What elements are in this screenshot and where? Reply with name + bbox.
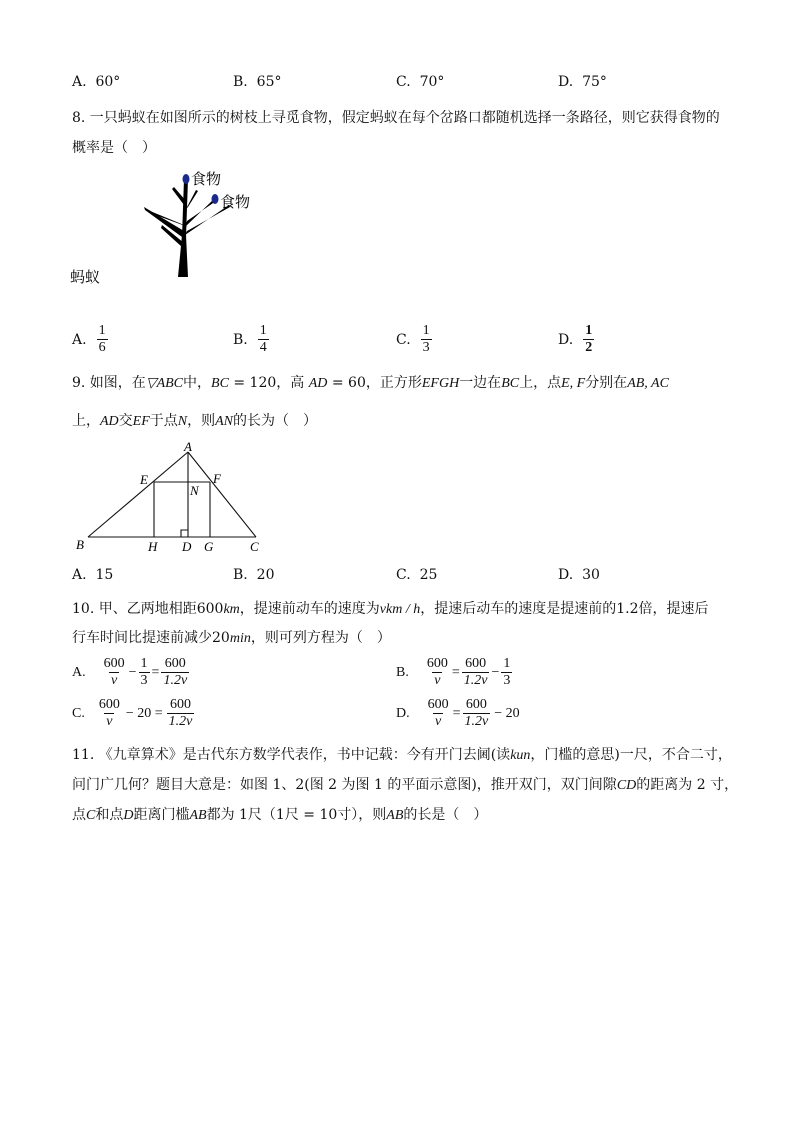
q9-option-d[interactable]: D. 30: [558, 567, 600, 583]
q10-stem-line1: 10. 甲、乙两地相距600km，提速前动车的速度为vkm / h，提速后动车的速度是提速前的1.2倍，提速后: [72, 601, 709, 617]
tree-branches: [144, 179, 230, 277]
q7-option-a[interactable]: A. 60°: [72, 74, 121, 90]
q11-stem-line1: 11. 《九章算术》是古代东方数学代表作，书中记载：今有开门去阃(读kun，门槛的意思)一尺，不合二寸，: [72, 747, 732, 763]
q7-option-b[interactable]: B. 65°: [233, 74, 282, 90]
q9-triangle-figure: [70, 440, 270, 558]
q8-option-a[interactable]: A. $\frac{1}{6}$: [72, 323, 106, 356]
q8-option-b[interactable]: B. $\frac{1}{4}$: [233, 323, 267, 356]
food-label-1: 食物: [191, 172, 222, 188]
q9-option-c[interactable]: C. 25: [396, 567, 438, 583]
q8-stem-line1: 8. 一只蚂蚁在如图所示的树枝上寻觅食物，假定蚂蚁在每个岔路口都随机选择一条路径，则它获得食物的: [72, 110, 720, 126]
q8-option-c[interactable]: C. $\frac{1}{3}$: [396, 323, 430, 356]
q9-option-a[interactable]: A. 15: [72, 567, 114, 583]
label-f: F: [213, 471, 221, 486]
q9-stem-line2: 上，AD交EF于点N，则AN的长为（ ）: [72, 413, 318, 429]
q9-option-b[interactable]: B. 20: [233, 567, 275, 583]
label-h: H: [148, 539, 158, 554]
q10-option-b[interactable]: B. $\frac{600}{v}$ = $\frac{600}{1.2v}$ − $\frac{1}{3}$: [396, 656, 511, 689]
q8-tree-figure: [70, 165, 251, 290]
food-dot-2: [212, 194, 219, 204]
q10-option-a[interactable]: A. $\frac{600}{v}$ − $\frac{1}{3}$ = $\frac{600}{1.2v}$: [72, 656, 188, 689]
food-label-2: 食物: [220, 195, 251, 211]
label-c: C: [250, 539, 259, 554]
segment-ab: [88, 452, 188, 537]
food-dot-1: [183, 174, 190, 184]
label-a: A: [184, 439, 192, 454]
label-e: E: [140, 472, 148, 487]
label-d: D: [182, 539, 192, 554]
right-angle-mark: [181, 530, 188, 537]
label-n: N: [190, 483, 199, 498]
label-g: G: [204, 539, 214, 554]
q8-stem-line2: 概率是（ ）: [72, 140, 156, 156]
q11-stem-line2: 问门广几何？题目大意是：如图 1、2(图 2 为图 1 的平面示意图)，推开双门，双门间隙CD的距离为 2 寸，: [72, 777, 739, 793]
q10-option-d[interactable]: D. $\frac{600}{v}$ = $\frac{600}{1.2v}$ − 20: [396, 697, 520, 730]
label-b: B: [76, 537, 84, 552]
q7-option-d[interactable]: D. 75°: [558, 74, 607, 90]
q10-option-c[interactable]: C. $\frac{600}{v}$ − 20 = $\frac{600}{1.2v}$: [72, 697, 193, 730]
q10-stem-line2: 行车时间比提速前减少20min，则可列方程为（ ）: [72, 630, 391, 646]
q8-option-d[interactable]: D. $\frac{1}{2}$: [558, 323, 593, 356]
q11-stem-line3: 点C和点D距离门槛AB都为 1尺（1尺 = 10寸），则AB的长是（ ）: [72, 807, 488, 823]
q9-stem-line1: 9. 如图，在▽ABC中，BC = 120，高 AD = 60，正方形EFGH一边在BC上，点E, F分别在AB, AC: [72, 375, 669, 391]
q7-option-c[interactable]: C. 70°: [396, 74, 445, 90]
ant-label: 蚂蚁: [70, 270, 101, 286]
